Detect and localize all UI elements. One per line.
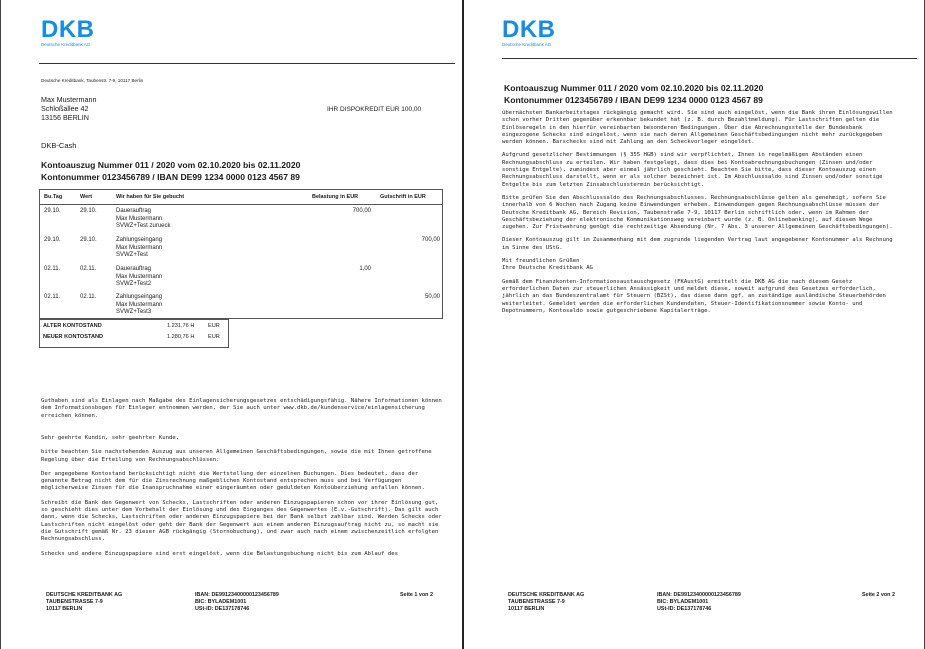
column-header-debit: Belastung in EUR	[312, 194, 359, 200]
old-balance-currency: EUR	[208, 323, 220, 329]
cell-description	[116, 237, 162, 260]
table-row	[40, 208, 444, 238]
column-header-description: Wir haben für Sie gebucht	[116, 194, 185, 200]
counterparty: Max Mustermann	[116, 244, 163, 251]
new-balance-currency: EUR	[208, 334, 220, 340]
booking-type: Dauerauftrag	[116, 208, 152, 214]
booking-type: Zahlungseingang	[116, 237, 163, 243]
terms-paragraph-1: bitte beachten Sie nachstehenden Auszug aus unseren Allgemeinen Geschäftsbedingungen, sowie die mit Ihnen getroffene Regelung über die Erteilung von Rechnungsabschlüssen:	[41, 449, 432, 463]
recipient-city: 13156 BERLIN	[41, 113, 89, 122]
header-rule	[502, 58, 917, 59]
account-line: Kontonummer 0123456789 / IBAN DE99 1234 0000 0123 4567 89	[504, 95, 763, 105]
terms-paragraph-4: Schecks und andere Einzugspapiere sind erst eingelöst, wenn die Belastungsbuchung nicht bis zum Ablauf des	[41, 550, 398, 557]
footer-bic: BIC: BYLADEM1001	[657, 599, 709, 605]
statement-title: Kontoauszug Nummer 011 / 2020 vom 02.10.2020 bis 02.11.2020	[504, 83, 764, 93]
recipient-street: Schloßallee 42	[41, 104, 89, 113]
balance-box	[39, 319, 229, 348]
footer-bank-city: 10117 BERLIN	[508, 606, 545, 612]
old-balance-label: ALTER KONTOSTAND	[43, 323, 102, 329]
terms-excerpt	[41, 435, 446, 565]
reference: SVWZ+Test3	[116, 309, 152, 315]
closing-line-1: Mit freundlichen Grüßen	[502, 258, 580, 265]
dkb-logo	[41, 18, 95, 48]
footer-bank-details	[195, 592, 279, 613]
footer-ustid: USt-ID: DE137178746	[657, 606, 712, 612]
footer-bank-address	[508, 592, 584, 613]
booking-type: Zahlungseingang	[116, 294, 163, 300]
cell-bu-tag: 02.11.	[44, 294, 61, 300]
header-rule	[39, 63, 455, 64]
statement-page-1	[0, 0, 462, 649]
logo-wordmark: DKB	[41, 16, 95, 43]
cell-description	[116, 266, 162, 289]
footer-bank-street: TAUBENSTRASSE 7-9	[508, 599, 565, 605]
terms-paragraph-8: Dieser Kontoauszug gilt im Zusammenhang mit dem zugrunde liegenden Vertrag laut angegebener Kontonummer als Rechnung im Sinne des UStG.	[502, 237, 893, 251]
product-name: DKB-Cash	[41, 141, 77, 150]
greeting: Sehr geehrte Kundin, sehr geehrter Kunde,	[41, 435, 180, 441]
cell-bu-tag: 02.11.	[44, 266, 61, 272]
closing-line-2: Ihre Deutsche Kreditbank AG	[502, 265, 593, 272]
cell-description	[116, 294, 162, 317]
footer-ustid: USt-ID: DE137178746	[195, 606, 250, 612]
footer-page-number: Seite 1 von 2	[400, 592, 433, 598]
terms-paragraph-3: Schreibt die Bank den Gegenwert von Schecks, Lastschriften oder anderen Einzugspapieren schon vor ihrer Einlösung gut, so geschieht dies unter dem Vorbehalt der Einlösung und des Einganges des Gegenwertes (E.v.-Gutschrift). Das gilt auch dann, wenn die Schecks, Lastschriften oder anderen Einzugspapiere bei der Bank selbst zahlbar sind. Werden Schecks oder Lastschriften nicht eingelöst oder geht der Bank der Gegenwert aus einem anderen Einzugsauftrag nicht zu, so macht sie die Gutschrift gemäß Nr. 23 dieser AGB rückgängig (Stornobuchung), und zwar auch nach einem zwischenzeitlich erfolgten Rechnungsabschluss.	[41, 499, 442, 543]
counterparty: Max Mustermann	[116, 301, 163, 308]
old-balance-value: 1.231,76 H	[167, 323, 195, 329]
cell-wert: 29.10.	[80, 208, 97, 214]
transactions-table	[39, 189, 443, 319]
footer-bank-street: TAUBENSTRASSE 7-9	[46, 599, 103, 605]
cell-debit: 700,00	[352, 208, 371, 214]
counterparty: Max Mustermann	[116, 215, 163, 222]
cell-bu-tag: 29.10.	[44, 237, 61, 243]
terms-continuation	[502, 110, 902, 321]
dkb-logo	[502, 18, 556, 48]
footer-bic: BIC: BYLADEM1001	[195, 599, 247, 605]
deposit-info-paragraph: Guthaben sind als Einlagen nach Maßgabe des Einlagensicherungsgesetzes entschädigungsfähig. Nähere Informationen können dem Informationsbogen für Einleger entnommen werden, der Sie auch unter www.dkb.de/kundenservice/einlagensicherung erreichen können.	[41, 398, 442, 419]
deposit-protection-note	[41, 398, 446, 427]
cell-credit: 50,00	[424, 294, 440, 300]
logo-subtitle: Deutsche Kreditbank AG	[41, 42, 91, 47]
new-balance-value: 1.280,76 H	[167, 334, 195, 340]
footer-iban: IBAN: DE99123400000123456789	[195, 592, 279, 598]
cell-description	[116, 208, 171, 231]
reference: SVWZ+Test	[116, 252, 148, 258]
dispo-credit: IHR DISPOKREDIT EUR 100,00	[327, 106, 422, 113]
terms-paragraph-7: Bitte prüfen Sie den Abschlusssaldo des Rechnungsabschlusses. Rechnungsabschlüsse gelten als genehmigt, sofern Sie innerhalb von 6 Wochen nach Zugang keine Einwendungen erheben. Einwendungen gegen Rechnungsabschlüsse müssen der Deutsche Kreditbank AG, Bereich Revision, Taubenstraße 7-9, 10117 Berlin schriftlich oder, wenn im Rahmen der Geschäftsbeziehung der elektronische Kommunikationsweg vereinbart wurde (z. B. Onlinebanking), auf diesem Wege zugehen. Zur Fristwahrung genügt die rechtzeitige Absendung (Nr. 7 Abs. 3 unserer Allgemeinen Geschäftsbedingungen).	[502, 194, 893, 231]
terms-paragraph-5: übernächsten Bankarbeitstages rückgängig gemacht wird. Sie sind auch eingelöst, wenn die Bank ihren Einlösungswillen schon vorher Dritten gegenüber erkennbar bekundet hat (z. B. durch Bezahltmeldung). Für Lastschriften gelten die Einlöseregeln in den hierfür vereinbarten besonderen Bedingungen. Über die Abrechnungsstelle der Bundesbank eingezogene Schecks sind eingelöst, wenn sie nach deren Allgemeinen Geschäftsbedingungen nicht mehr zurückgegeben werden können. Barschecks sind mit Zahlung an den Scheckvorleger eingelöst.	[502, 110, 893, 146]
terms-paragraph-2: Der angegebene Kontostand berücksichtigt nicht die Wertstellung der einzelnen Buchungen. Dies bedeutet, dass der genannte Betrag nicht dem für die Zinsrechnung maßgeblichen Kontostand entsprechen muss und bei Verfügungen möglicherweise Zinsen für die Inanspruchnahme einer eingeräumten oder geduldeten Kontoüberziehung anfallen können.	[41, 470, 425, 492]
cell-credit: 700,00	[421, 237, 440, 243]
cell-debit: 1,00	[359, 266, 371, 272]
cell-wert: 02.11.	[80, 266, 97, 272]
closing-block	[502, 258, 902, 273]
account-line: Kontonummer 0123456789 / IBAN DE99 1234 0000 0123 4567 89	[41, 172, 300, 182]
table-row	[40, 237, 444, 267]
fkaustg-paragraph: Gemäß dem Finanzkonten-Informationsaustauschgesetz (FKAustG) ermittelt die DKB AG die nach diesem Gesetz erforderlichen Daten zur steuerlichen Ansässigkeit und meldet diese, soweit aufgrund des Gesetzes erforderlich, jährlich an das Bundeszentralamt für Steuern (BZSt), das diese dann ggf. an zuständige ausländische Steuerbehörden weiterleitet. Gemeldet werden die erforderlichen Kundendaten, Steuer-Identifikationsnummer sowie Konto- und Depotnummern, Kontosaldo sowie gutgeschriebene Kapitalerträge.	[502, 278, 886, 314]
cell-wert: 29.10.	[80, 237, 97, 243]
footer-page-number: Seite 2 von 2	[862, 592, 895, 598]
new-balance-row	[40, 334, 230, 346]
cell-bu-tag: 29.10.	[44, 208, 61, 214]
footer-bank-address	[46, 592, 122, 613]
recipient-address	[41, 95, 97, 122]
reference: SVWZ+Test2	[116, 281, 152, 287]
statement-title: Kontoauszug Nummer 011 / 2020 vom 02.10.2020 bis 02.11.2020	[41, 160, 301, 170]
column-header-credit: Gutschrift in EUR	[380, 194, 426, 200]
logo-wordmark: DKB	[502, 16, 556, 43]
column-header-wert: Wert	[80, 194, 93, 200]
terms-paragraph-6: Aufgrund gesetzlicher Bestimmungen (§ 355 HGB) sind wir verpflichtet, Ihnen in regelmäßigen Abständen einen Rechnungsabschluss zu erteilen. Wir haben festgelegt, dass dies bei Kontoabrechnungsbuchungen (Zinsen und/oder sonstige Entgelte), zumindest aber einmal jährlich geschieht. Beachten Sie bitte, dass dieser Kontoauszug einen Rechnungsabschluss darstellt, wenn er als solcher bezeichnet ist. Im Abschlusssaldo sind Zinsen und/oder sonstige Entgelte bis zum letzten Zinsabschlusstermin berücksichtigt.	[502, 152, 883, 188]
table-header-rule	[40, 204, 442, 205]
cell-wert: 02.11.	[80, 294, 97, 300]
footer-iban: IBAN: DE99123400000123456789	[657, 592, 741, 598]
new-balance-label: NEUER KONTOSTAND	[43, 334, 104, 340]
booking-type: Dauerauftrag	[116, 266, 152, 272]
column-header-bu-tag: Bu.Tag	[44, 194, 63, 200]
footer-bank-name: DEUTSCHE KREDITBANK AG	[508, 592, 585, 598]
logo-subtitle: Deutsche Kreditbank AG	[502, 42, 552, 47]
footer-bank-name: DEUTSCHE KREDITBANK AG	[46, 592, 123, 598]
footer-bank-details	[657, 592, 741, 613]
table-row	[40, 266, 444, 296]
sender-line: Deutsche Kreditbank, Taubenstr. 7-9, 10117 Berlin	[41, 78, 144, 83]
counterparty: Max Mustermann	[116, 273, 163, 280]
reference: SVWZ+Test zurueck	[116, 223, 171, 229]
footer-bank-city: 10117 BERLIN	[46, 606, 83, 612]
recipient-name: Max Mustermann	[41, 95, 97, 104]
statement-page-2	[462, 0, 925, 649]
